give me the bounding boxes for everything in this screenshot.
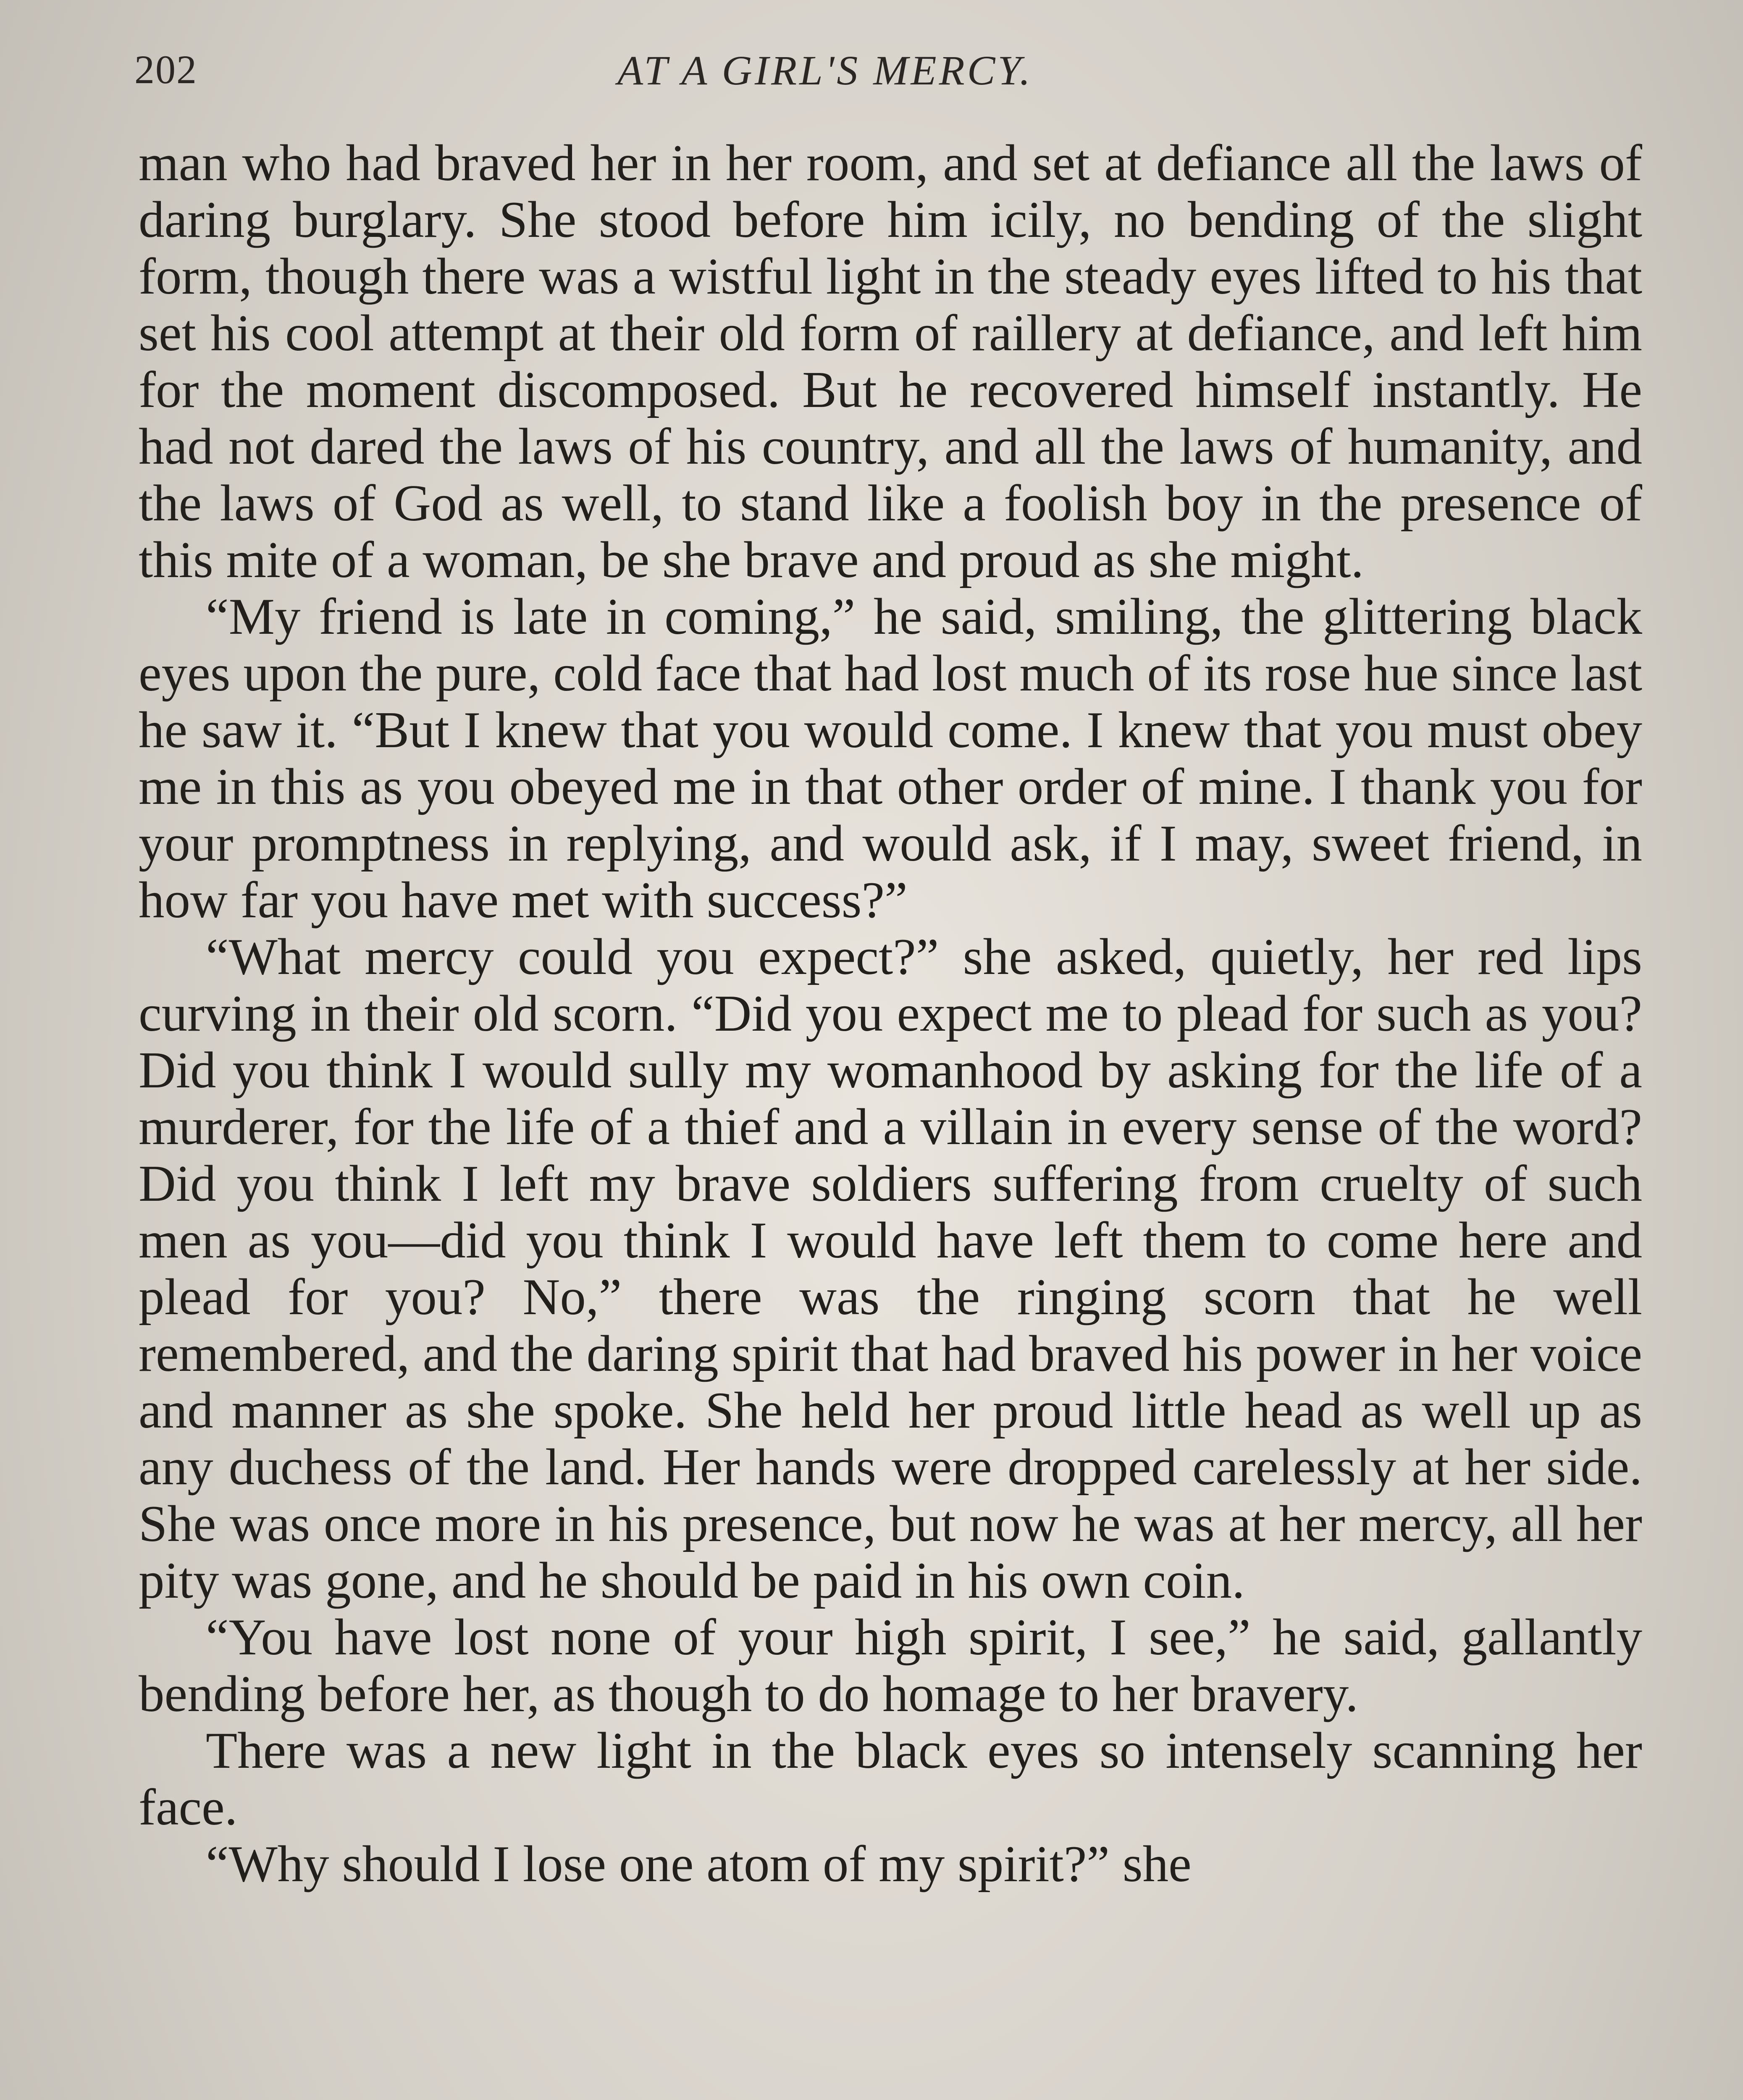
paragraph: There was a new light in the black eyes so intensely scanning her face. (139, 1722, 1642, 1836)
paragraph: “My friend is late in coming,” he said, smiling, the glittering black eyes upon the pure, cold face that had lost much of its rose hue since last he saw it. “But I knew that you would come. I knew that you must obey me in this as you obeyed me in that other order of mine. I thank you for your promptness in replying, and would ask, if I may, sweet friend, in how far you have met with success?” (139, 588, 1642, 929)
paragraph: “Why should I lose one atom of my spirit?” she (206, 1835, 1192, 1893)
running-head: AT A GIRL'S MERCY. (617, 47, 1033, 94)
paragraph: man who had braved her in her room, and set at defiance all the laws of daring burglary. She stood before him icily, no bending of the slight form, though there was a wistful light in the steady eyes lifted to his that set his cool attempt at their old form of raillery at defiance, and left him for the moment discomposed. But he recovered himself instantly. He had not dared the laws of his country, and all the laws of humanity, and the laws of God as well, to stand like a foolish boy in the presence of this mite of a woman, be she brave and proud as she might. (139, 134, 1642, 588)
page-number: 202 (134, 47, 197, 92)
paragraph: “What mercy could you expect?” she asked, quietly, her red lips curving in their old scorn. “Did you expect me to plead for such as you? Did you think I would sully my womanhood by asking for the life of a murderer, for the life of a thief and a villain in every sense of the word? Did you think I left my brave soldiers suffering from cruelty of such men as you—did you think I would have left them to come here and plead for you? No,” there was the ringing scorn that he well remembered, and the daring spirit that had braved his power in her voice and manner as she spoke. She held her proud little head as well up as any duchess of the land. Her hands were dropped carelessly at her side. She was once more in his presence, but now he was at her mercy, all her pity was gone, and he should be paid in his own coin. (139, 928, 1642, 1609)
page-header (134, 38, 1655, 101)
paragraph: “You have lost none of your high spirit, I see,” he said, gallantly bending before her, as though to do homage to her bravery. (139, 1608, 1642, 1722)
body-text (139, 134, 1642, 1892)
